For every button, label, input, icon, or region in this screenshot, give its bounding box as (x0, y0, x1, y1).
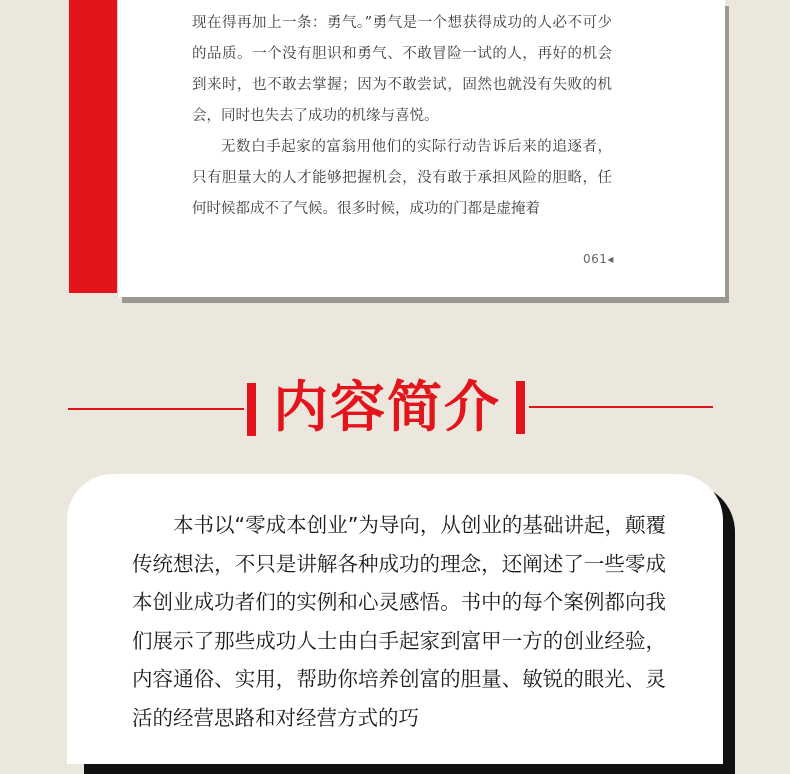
book-paragraph-1: 现在得再加上一条：勇气。”勇气是一个想获得成功的人必不可少的品质。一个没有胆识和勇气、不敢冒险一试的人，再好的机会到来时，也不敢去掌握；因为不敢尝试，固然也就没有失败的机会，同时也失去了成功的机缘与喜悦。 (192, 15, 612, 124)
heading-rule-left (68, 408, 244, 410)
book-page-text (192, 8, 612, 225)
description-text-block (132, 506, 666, 738)
section-title: 内容简介 (272, 375, 501, 439)
heading-bar-left (247, 383, 256, 436)
heading-rule-right (529, 406, 713, 408)
book-paragraph-2: 无数白手起家的富翁用他们的实际行动告诉后来的追逐者，只有胆量大的人才能够把握机会，没有敢于承担风险的胆略，任何时候都成不了气候。很多时候，成功的门都是虚掩着 (192, 139, 612, 217)
description-card (67, 474, 723, 764)
page-number: 061◂ (583, 252, 614, 266)
book-page (117, 0, 725, 297)
description-text: 本书以“零成本创业”为导向，从创业的基础讲起，颠覆传统想法，不只是讲解各种成功的理念，还阐述了一些零成本创业成功者们的实例和心灵感悟。书中的每个案例都向我们展示了那些成功人士由白手起家到富甲一方的创业经验，内容通俗、实用，帮助你培养创富的胆量、敏锐的眼光、灵活的经营思路和对经营方式的巧 (132, 513, 666, 730)
heading-bar-right (516, 381, 525, 434)
book-red-spine (69, 0, 117, 293)
